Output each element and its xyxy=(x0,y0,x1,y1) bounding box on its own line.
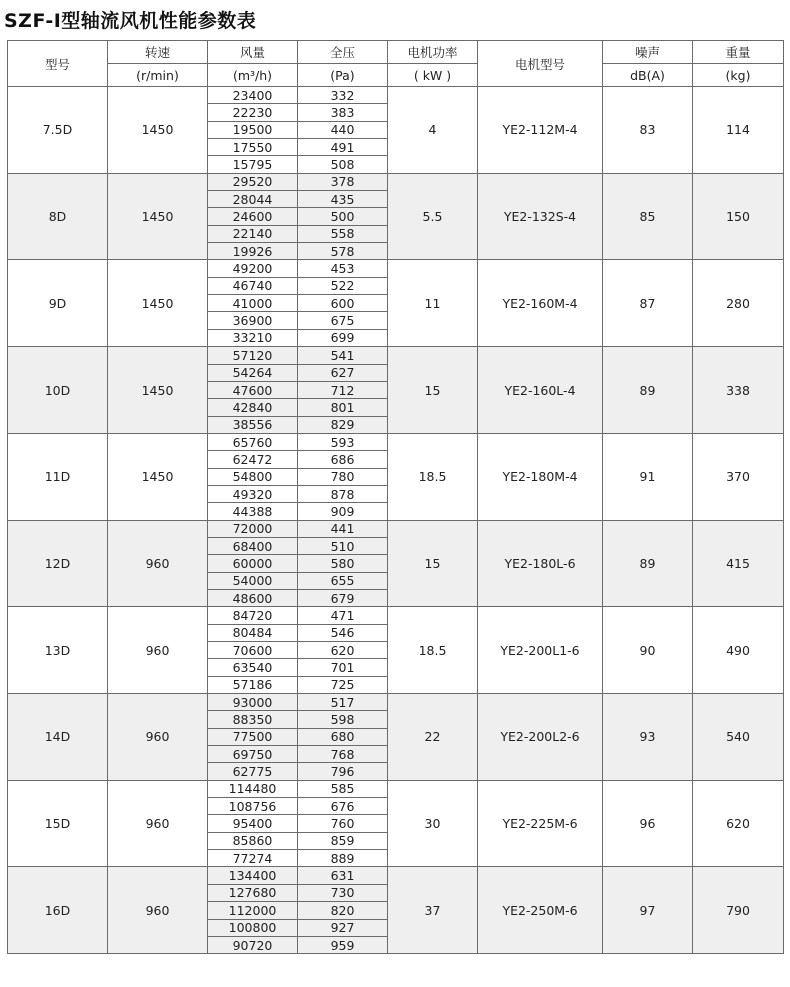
cell-motor: YE2-180L-6 xyxy=(478,520,603,607)
cell-airflow: 114480 xyxy=(208,780,298,797)
cell-airflow: 63540 xyxy=(208,659,298,676)
cell-pressure: 675 xyxy=(298,312,388,329)
cell-pressure: 909 xyxy=(298,503,388,520)
cell-pressure: 959 xyxy=(298,936,388,953)
cell-pressure: 680 xyxy=(298,728,388,745)
cell-airflow: 80484 xyxy=(208,624,298,641)
cell-motor: YE2-180M-4 xyxy=(478,433,603,520)
cell-noise: 93 xyxy=(603,694,693,781)
cell-airflow: 68400 xyxy=(208,537,298,554)
cell-motor: YE2-200L2-6 xyxy=(478,694,603,781)
page-title: SZF-I型轴流风机性能参数表 xyxy=(4,10,257,32)
cell-airflow: 48600 xyxy=(208,589,298,606)
cell-motor: YE2-112M-4 xyxy=(478,87,603,174)
cell-pressure: 725 xyxy=(298,676,388,693)
cell-airflow: 65760 xyxy=(208,433,298,450)
cell-model: 9D xyxy=(8,260,108,347)
cell-weight: 790 xyxy=(693,867,784,954)
cell-motor: YE2-200L1-6 xyxy=(478,607,603,694)
cell-pressure: 927 xyxy=(298,919,388,936)
cell-airflow: 28044 xyxy=(208,191,298,208)
cell-pressure: 440 xyxy=(298,121,388,138)
cell-pressure: 453 xyxy=(298,260,388,277)
cell-airflow: 57120 xyxy=(208,347,298,364)
cell-motor: YE2-132S-4 xyxy=(478,173,603,260)
cell-airflow: 22230 xyxy=(208,104,298,121)
cell-airflow: 38556 xyxy=(208,416,298,433)
cell-weight: 150 xyxy=(693,173,784,260)
cell-noise: 90 xyxy=(603,607,693,694)
cell-airflow: 70600 xyxy=(208,642,298,659)
cell-speed: 960 xyxy=(108,867,208,954)
table-header xyxy=(8,41,784,87)
cell-weight: 114 xyxy=(693,87,784,174)
cell-pressure: 517 xyxy=(298,694,388,711)
header-weight: 重量 xyxy=(693,41,784,64)
cell-speed: 1450 xyxy=(108,433,208,520)
cell-airflow: 44388 xyxy=(208,503,298,520)
cell-speed: 960 xyxy=(108,607,208,694)
cell-speed: 960 xyxy=(108,520,208,607)
cell-pressure: 441 xyxy=(298,520,388,537)
cell-pressure: 558 xyxy=(298,225,388,242)
cell-airflow: 62472 xyxy=(208,451,298,468)
cell-model: 14D xyxy=(8,694,108,781)
cell-pressure: 378 xyxy=(298,173,388,190)
table-row xyxy=(8,607,784,624)
cell-pressure: 435 xyxy=(298,191,388,208)
cell-airflow: 42840 xyxy=(208,399,298,416)
cell-power: 37 xyxy=(388,867,478,954)
cell-airflow: 93000 xyxy=(208,694,298,711)
cell-pressure: 600 xyxy=(298,295,388,312)
cell-weight: 540 xyxy=(693,694,784,781)
cell-motor: YE2-160L-4 xyxy=(478,347,603,434)
header-power: 电机功率 xyxy=(388,41,478,64)
cell-airflow: 49200 xyxy=(208,260,298,277)
cell-airflow: 15795 xyxy=(208,156,298,173)
cell-speed: 960 xyxy=(108,780,208,867)
cell-airflow: 33210 xyxy=(208,329,298,346)
cell-noise: 96 xyxy=(603,780,693,867)
cell-airflow: 77500 xyxy=(208,728,298,745)
cell-model: 11D xyxy=(8,433,108,520)
table-row xyxy=(8,173,784,190)
header-airflow-unit: (m³/h) xyxy=(208,64,298,87)
table-row xyxy=(8,433,784,450)
cell-pressure: 627 xyxy=(298,364,388,381)
cell-pressure: 730 xyxy=(298,884,388,901)
cell-power: 22 xyxy=(388,694,478,781)
cell-airflow: 22140 xyxy=(208,225,298,242)
cell-pressure: 578 xyxy=(298,243,388,260)
cell-weight: 280 xyxy=(693,260,784,347)
cell-weight: 620 xyxy=(693,780,784,867)
cell-airflow: 60000 xyxy=(208,555,298,572)
cell-noise: 83 xyxy=(603,87,693,174)
cell-pressure: 522 xyxy=(298,277,388,294)
cell-pressure: 889 xyxy=(298,850,388,867)
cell-airflow: 100800 xyxy=(208,919,298,936)
cell-model: 16D xyxy=(8,867,108,954)
cell-noise: 91 xyxy=(603,433,693,520)
cell-pressure: 631 xyxy=(298,867,388,884)
cell-pressure: 760 xyxy=(298,815,388,832)
cell-speed: 1450 xyxy=(108,173,208,260)
header-pressure: 全压 xyxy=(298,41,388,64)
cell-pressure: 491 xyxy=(298,139,388,156)
cell-speed: 1450 xyxy=(108,87,208,174)
cell-pressure: 796 xyxy=(298,763,388,780)
table-row xyxy=(8,780,784,797)
cell-airflow: 24600 xyxy=(208,208,298,225)
cell-airflow: 17550 xyxy=(208,139,298,156)
cell-airflow: 77274 xyxy=(208,850,298,867)
cell-airflow: 57186 xyxy=(208,676,298,693)
cell-pressure: 471 xyxy=(298,607,388,624)
fan-parameter-table xyxy=(7,40,784,954)
cell-airflow: 90720 xyxy=(208,936,298,953)
cell-model: 12D xyxy=(8,520,108,607)
cell-airflow: 112000 xyxy=(208,902,298,919)
header-weight-unit: (kg) xyxy=(693,64,784,87)
cell-power: 18.5 xyxy=(388,433,478,520)
cell-model: 10D xyxy=(8,347,108,434)
cell-pressure: 676 xyxy=(298,798,388,815)
cell-noise: 89 xyxy=(603,347,693,434)
cell-motor: YE2-160M-4 xyxy=(478,260,603,347)
cell-model: 7.5D xyxy=(8,87,108,174)
cell-pressure: 510 xyxy=(298,537,388,554)
cell-airflow: 19500 xyxy=(208,121,298,138)
cell-pressure: 780 xyxy=(298,468,388,485)
cell-airflow: 46740 xyxy=(208,277,298,294)
cell-motor: YE2-225M-6 xyxy=(478,780,603,867)
cell-airflow: 49320 xyxy=(208,485,298,502)
cell-power: 4 xyxy=(388,87,478,174)
table-row xyxy=(8,520,784,537)
cell-airflow: 69750 xyxy=(208,746,298,763)
cell-airflow: 54000 xyxy=(208,572,298,589)
cell-airflow: 85860 xyxy=(208,832,298,849)
header-power-unit: ( kW ) xyxy=(388,64,478,87)
cell-model: 8D xyxy=(8,173,108,260)
cell-model: 13D xyxy=(8,607,108,694)
cell-pressure: 541 xyxy=(298,347,388,364)
cell-noise: 97 xyxy=(603,867,693,954)
cell-pressure: 508 xyxy=(298,156,388,173)
cell-pressure: 383 xyxy=(298,104,388,121)
table-row xyxy=(8,87,784,104)
cell-airflow: 54800 xyxy=(208,468,298,485)
table-row xyxy=(8,867,784,884)
cell-pressure: 500 xyxy=(298,208,388,225)
table-row xyxy=(8,347,784,364)
cell-weight: 338 xyxy=(693,347,784,434)
cell-pressure: 620 xyxy=(298,642,388,659)
cell-pressure: 686 xyxy=(298,451,388,468)
cell-noise: 85 xyxy=(603,173,693,260)
table-row xyxy=(8,260,784,277)
cell-airflow: 134400 xyxy=(208,867,298,884)
cell-model: 15D xyxy=(8,780,108,867)
cell-pressure: 712 xyxy=(298,381,388,398)
cell-speed: 1450 xyxy=(108,347,208,434)
cell-power: 15 xyxy=(388,347,478,434)
cell-airflow: 54264 xyxy=(208,364,298,381)
header-noise: 噪声 xyxy=(603,41,693,64)
cell-airflow: 72000 xyxy=(208,520,298,537)
header-motor: 电机型号 xyxy=(478,41,603,87)
cell-noise: 89 xyxy=(603,520,693,607)
cell-pressure: 655 xyxy=(298,572,388,589)
cell-pressure: 598 xyxy=(298,711,388,728)
cell-weight: 490 xyxy=(693,607,784,694)
table-row xyxy=(8,694,784,711)
cell-pressure: 801 xyxy=(298,399,388,416)
cell-speed: 960 xyxy=(108,694,208,781)
cell-pressure: 820 xyxy=(298,902,388,919)
cell-motor: YE2-250M-6 xyxy=(478,867,603,954)
cell-pressure: 332 xyxy=(298,87,388,104)
cell-pressure: 546 xyxy=(298,624,388,641)
table-body xyxy=(8,87,784,954)
header-speed: 转速 xyxy=(108,41,208,64)
cell-power: 30 xyxy=(388,780,478,867)
header-pressure-unit: (Pa) xyxy=(298,64,388,87)
cell-pressure: 829 xyxy=(298,416,388,433)
cell-airflow: 95400 xyxy=(208,815,298,832)
cell-pressure: 580 xyxy=(298,555,388,572)
cell-airflow: 23400 xyxy=(208,87,298,104)
cell-power: 15 xyxy=(388,520,478,607)
cell-airflow: 127680 xyxy=(208,884,298,901)
cell-airflow: 62775 xyxy=(208,763,298,780)
cell-airflow: 47600 xyxy=(208,381,298,398)
cell-airflow: 19926 xyxy=(208,243,298,260)
cell-power: 11 xyxy=(388,260,478,347)
cell-power: 18.5 xyxy=(388,607,478,694)
cell-pressure: 593 xyxy=(298,433,388,450)
cell-speed: 1450 xyxy=(108,260,208,347)
cell-noise: 87 xyxy=(603,260,693,347)
cell-pressure: 699 xyxy=(298,329,388,346)
cell-airflow: 29520 xyxy=(208,173,298,190)
cell-pressure: 679 xyxy=(298,589,388,606)
cell-airflow: 41000 xyxy=(208,295,298,312)
cell-airflow: 84720 xyxy=(208,607,298,624)
cell-pressure: 768 xyxy=(298,746,388,763)
cell-pressure: 878 xyxy=(298,485,388,502)
cell-power: 5.5 xyxy=(388,173,478,260)
header-speed-unit: (r/min) xyxy=(108,64,208,87)
cell-pressure: 585 xyxy=(298,780,388,797)
header-model: 型号 xyxy=(8,41,108,87)
header-noise-unit: dB(A) xyxy=(603,64,693,87)
cell-pressure: 701 xyxy=(298,659,388,676)
cell-pressure: 859 xyxy=(298,832,388,849)
cell-weight: 370 xyxy=(693,433,784,520)
cell-airflow: 36900 xyxy=(208,312,298,329)
cell-airflow: 108756 xyxy=(208,798,298,815)
cell-weight: 415 xyxy=(693,520,784,607)
cell-airflow: 88350 xyxy=(208,711,298,728)
header-airflow: 风量 xyxy=(208,41,298,64)
